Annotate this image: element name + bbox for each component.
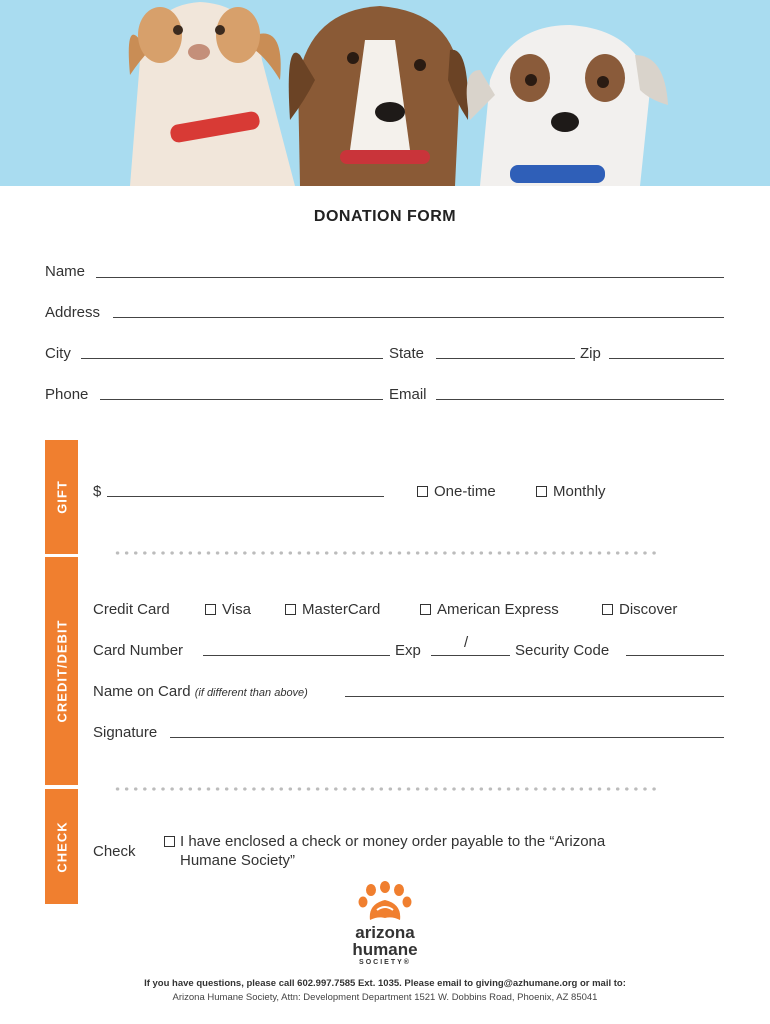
name-on-card-text: Name on Card xyxy=(93,683,191,700)
check-tab-label: CHECK xyxy=(54,820,69,873)
name-on-card-note: (if different than above) xyxy=(194,687,308,699)
monthly-label: Monthly xyxy=(553,483,606,500)
phone-label: Phone xyxy=(45,386,89,403)
address-label: Address xyxy=(45,304,101,321)
exp-separator: / xyxy=(464,634,469,651)
check-label: Check xyxy=(93,843,136,860)
security-code-label: Security Code xyxy=(515,642,610,659)
email-field[interactable] xyxy=(436,399,724,400)
puppies-illustration xyxy=(0,0,770,186)
paw-icon xyxy=(330,880,440,926)
security-code-field[interactable] xyxy=(626,655,724,656)
zip-field[interactable] xyxy=(609,358,724,359)
city-label: City xyxy=(45,345,71,362)
state-label: State xyxy=(389,345,425,362)
arizona-humane-logo xyxy=(330,880,440,970)
monthly-checkbox[interactable] xyxy=(536,486,547,497)
check-tab xyxy=(45,789,78,904)
gift-tab xyxy=(45,440,78,554)
signature-label: Signature xyxy=(93,724,158,741)
city-field[interactable] xyxy=(81,358,383,359)
one-time-label: One-time xyxy=(434,483,496,500)
signature-field[interactable] xyxy=(170,737,724,738)
dotted-divider xyxy=(113,787,658,791)
check-statement-line1: I have enclosed a check or money order payable to the “Arizona xyxy=(180,833,606,850)
zip-label: Zip xyxy=(580,345,601,362)
gift-tab-label: GIFT xyxy=(54,480,69,514)
amex-label: American Express xyxy=(437,601,559,618)
visa-label: Visa xyxy=(222,601,251,618)
state-field[interactable] xyxy=(436,358,575,359)
credit-debit-tab-label: CREDIT/DEBIT xyxy=(54,619,69,723)
mastercard-checkbox[interactable] xyxy=(285,604,296,615)
phone-field[interactable] xyxy=(100,399,383,400)
logo-text-arizona: arizona xyxy=(355,923,415,942)
dotted-divider xyxy=(113,551,658,555)
credit-debit-tab xyxy=(45,557,78,785)
address-field[interactable] xyxy=(113,317,724,318)
visa-checkbox[interactable] xyxy=(205,604,216,615)
footer-contact-line: If you have questions, please call 602.997.7585 Ext. 1035. Please email to giving@azhumane.org or mail to: xyxy=(144,978,626,989)
amex-checkbox[interactable] xyxy=(420,604,431,615)
name-on-card-field[interactable] xyxy=(345,696,724,697)
credit-card-label: Credit Card xyxy=(93,601,170,618)
card-number-field[interactable] xyxy=(203,655,390,656)
check-statement-line2: Humane Society” xyxy=(180,852,296,869)
exp-label: Exp xyxy=(395,642,421,659)
discover-checkbox[interactable] xyxy=(602,604,613,615)
exp-field[interactable] xyxy=(431,655,510,656)
check-enclosed-checkbox[interactable] xyxy=(164,836,175,847)
card-number-label: Card Number xyxy=(93,642,184,659)
discover-label: Discover xyxy=(619,601,678,618)
logo-text-society: SOCIETY® xyxy=(359,959,411,966)
hero-puppies-image xyxy=(0,0,770,186)
currency-symbol: $ xyxy=(93,483,102,500)
mastercard-label: MasterCard xyxy=(302,601,381,618)
one-time-checkbox[interactable] xyxy=(417,486,428,497)
name-label: Name xyxy=(45,263,86,280)
name-on-card-label xyxy=(93,683,308,700)
gift-amount-field[interactable] xyxy=(107,496,384,497)
email-label: Email xyxy=(389,386,427,403)
footer-address-line: Arizona Humane Society, Attn: Development Department 1521 W. Dobbins Road, Phoenix, AZ 85041 xyxy=(172,992,598,1003)
form-title: DONATION FORM xyxy=(313,208,457,225)
name-field[interactable] xyxy=(96,277,724,278)
logo-text-humane: humane xyxy=(352,940,418,959)
